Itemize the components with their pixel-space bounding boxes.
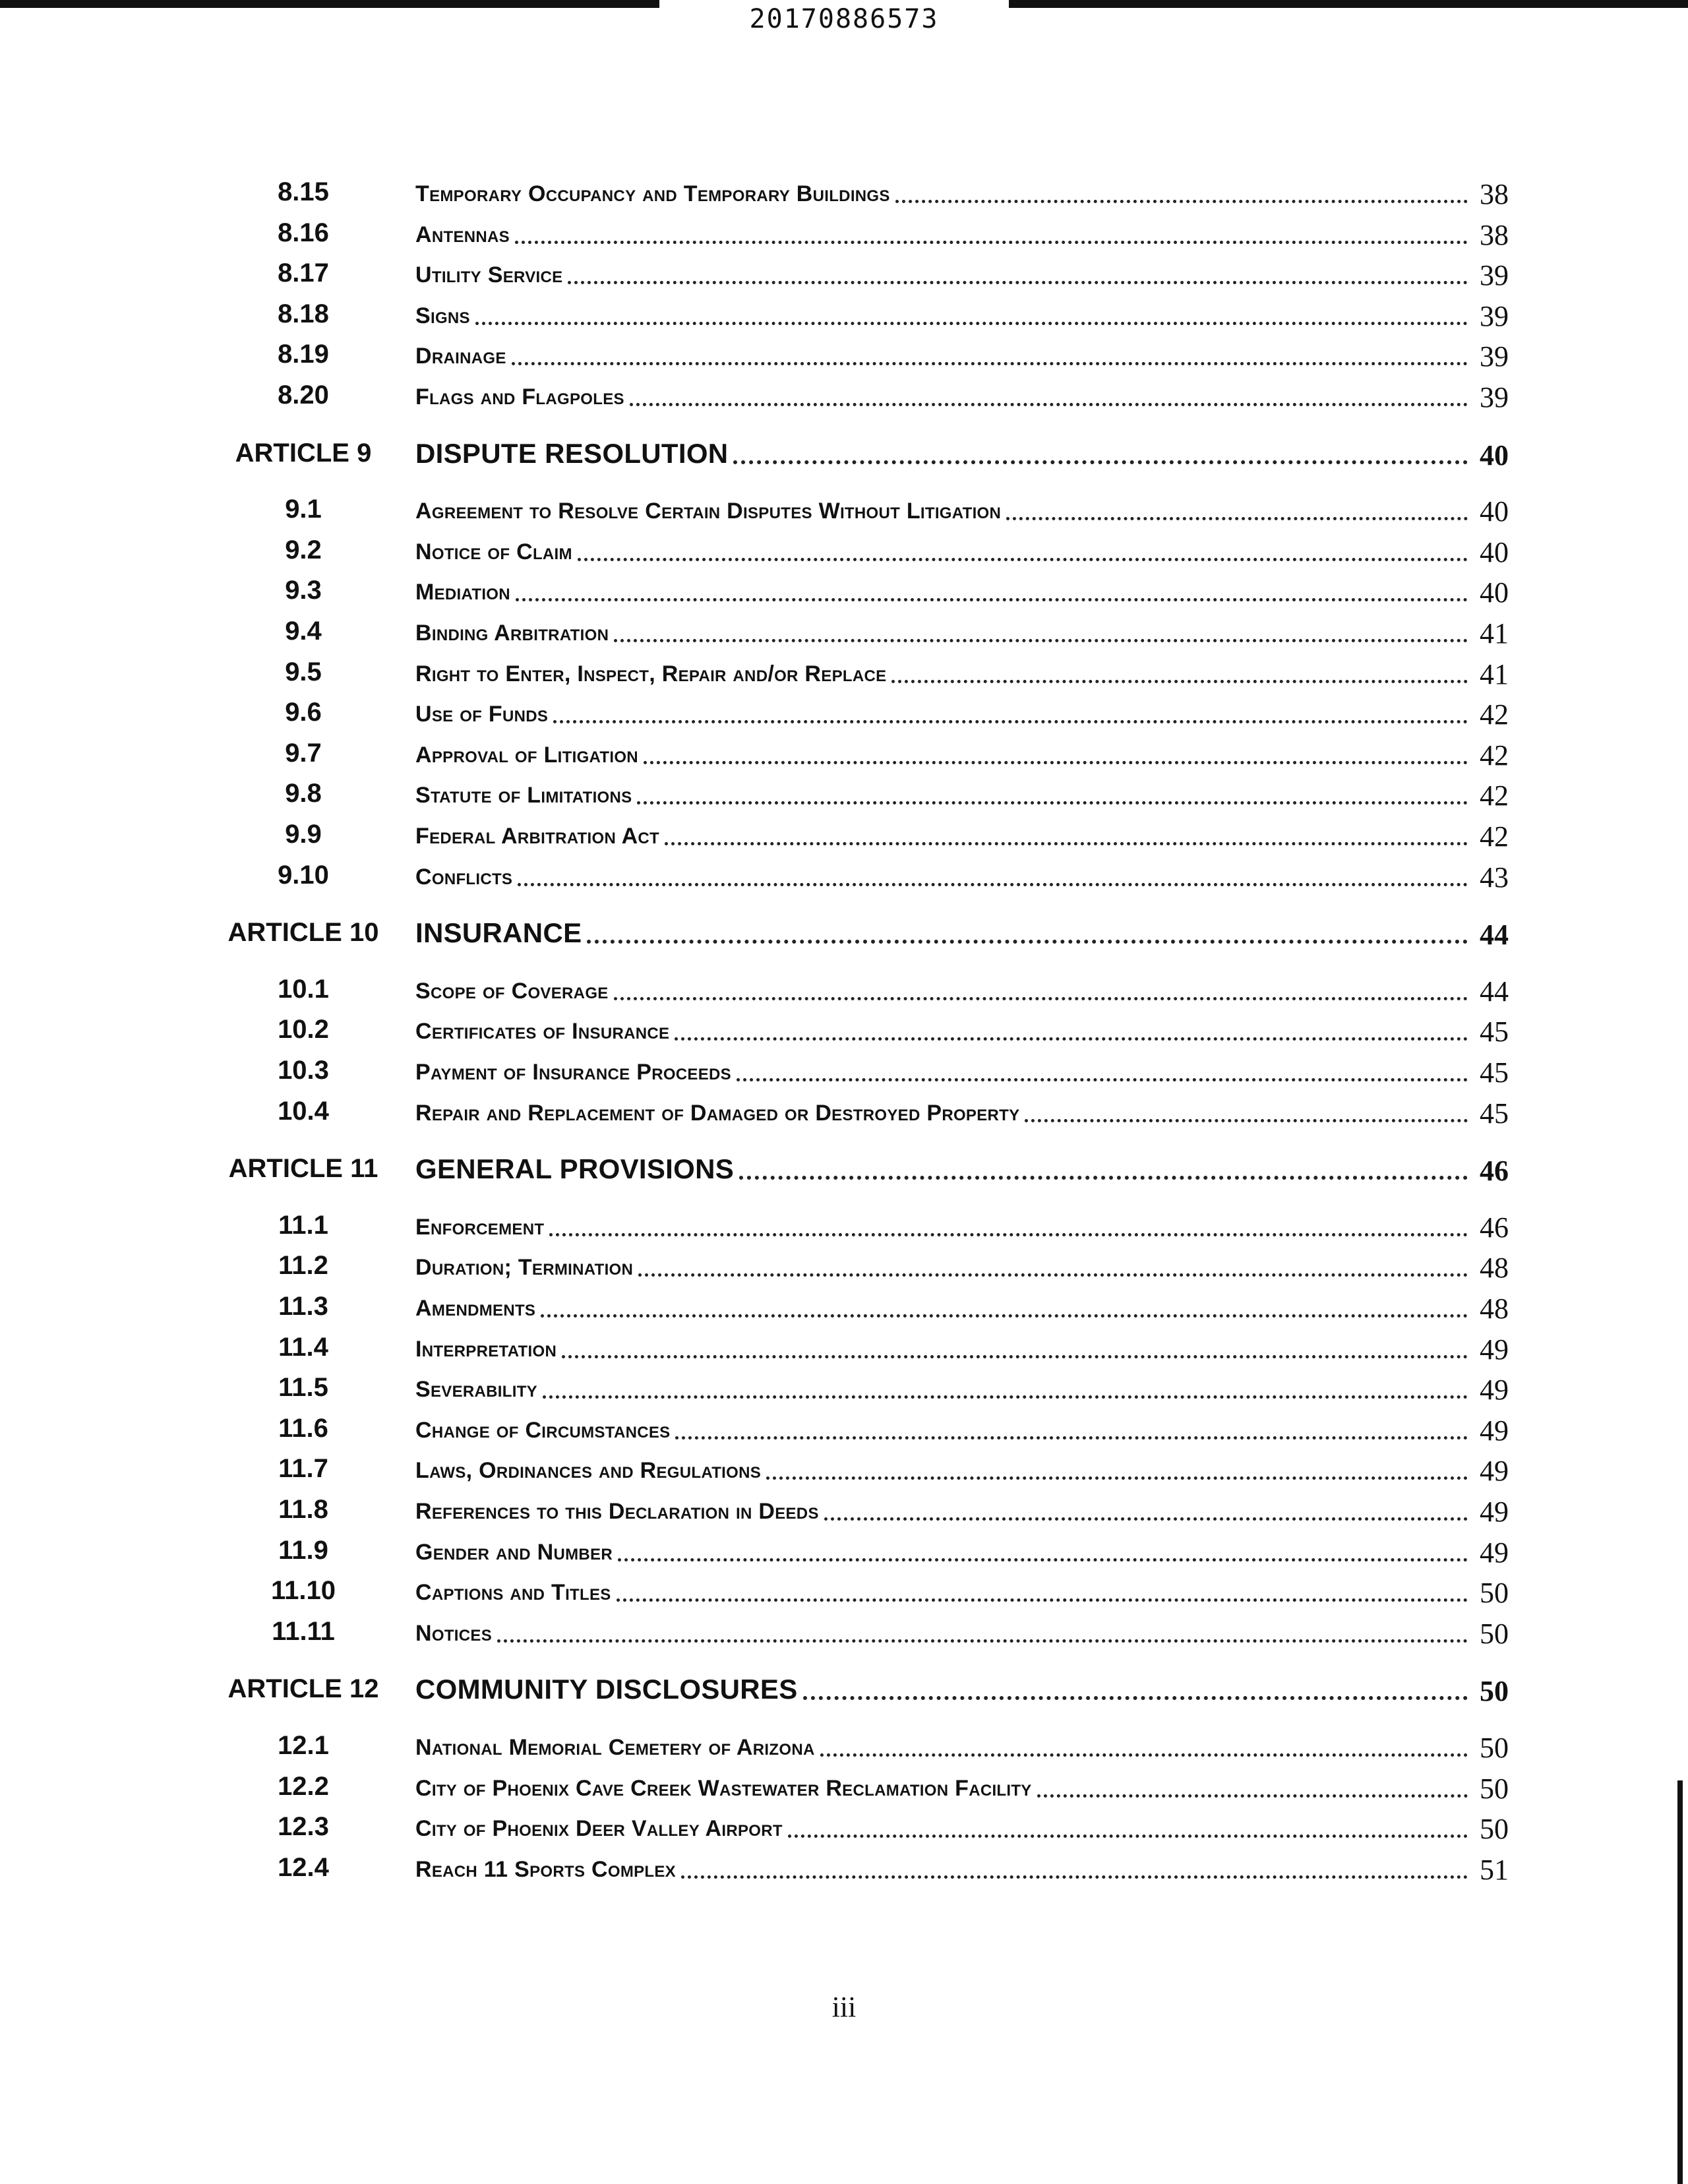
toc-entry xyxy=(0,612,1688,650)
toc-dot-leader xyxy=(553,719,1468,723)
toc-title-row xyxy=(415,1617,1509,1651)
toc-page-number: 42 xyxy=(1480,698,1509,731)
toc-entry xyxy=(0,1807,1688,1846)
toc-section-number: 10.4 xyxy=(278,1096,329,1126)
toc-section-title: Binding Arbitration xyxy=(415,621,609,646)
toc-page-number: 40 xyxy=(1480,495,1509,528)
toc-dot-leader xyxy=(630,402,1468,406)
toc-section-title: INSURANCE xyxy=(415,917,582,949)
toc-section-number: ARTICLE 12 xyxy=(227,1674,379,1704)
toc-title-row xyxy=(415,177,1509,211)
toc-page-number: 46 xyxy=(1480,1211,1509,1244)
toc-page-number: 45 xyxy=(1480,1016,1509,1048)
toc-title-row xyxy=(415,340,1509,373)
toc-section-number: 11.6 xyxy=(278,1413,328,1443)
page-number: iii xyxy=(831,1991,857,2023)
toc-page-number: 38 xyxy=(1480,218,1509,251)
toc-dot-leader xyxy=(737,1077,1468,1081)
toc-dot-leader xyxy=(681,1875,1468,1879)
toc-section-title: Change of Circumstances xyxy=(415,1417,671,1443)
toc-dot-leader xyxy=(512,361,1468,365)
toc-section-title: Drainage xyxy=(415,344,506,369)
toc-title-row xyxy=(415,576,1509,609)
toc-title-row xyxy=(415,820,1509,853)
toc-section-title: COMMUNITY DISCLOSURES xyxy=(415,1674,798,1705)
toc-page-number: 40 xyxy=(1480,439,1509,471)
toc-section-title: Right to Enter, Inspect, Repair and/or Replace xyxy=(415,661,887,686)
toc-title-row xyxy=(415,1211,1509,1244)
toc-dot-leader xyxy=(675,1436,1468,1440)
toc-section-title: Interpretation xyxy=(415,1336,557,1362)
toc-section-number: 11.8 xyxy=(278,1495,328,1524)
toc-dot-leader xyxy=(497,1639,1468,1643)
toc-entry xyxy=(0,1848,1688,1887)
toc-section-number: 9.7 xyxy=(285,738,322,768)
toc-section-number: 12.2 xyxy=(278,1771,329,1801)
toc-section-title: Certificates of Insurance xyxy=(415,1019,670,1045)
toc-dot-leader xyxy=(638,1273,1468,1277)
toc-section-title: National Memorial Cemetery of Arizona xyxy=(415,1735,815,1760)
toc-page-number: 39 xyxy=(1480,259,1509,292)
toc-page-number: 40 xyxy=(1480,535,1509,568)
toc-title-row xyxy=(415,1153,1509,1188)
toc-title-row xyxy=(415,1015,1509,1048)
toc-title-row xyxy=(415,657,1509,691)
toc-page-number: 49 xyxy=(1480,1496,1509,1528)
toc-page-number: 39 xyxy=(1480,299,1509,332)
toc-section-number: 9.4 xyxy=(285,617,322,646)
toc-title-row xyxy=(415,299,1509,333)
toc-title-row xyxy=(415,975,1509,1008)
toc-page-number: 42 xyxy=(1480,739,1509,772)
toc-page-number: 46 xyxy=(1480,1155,1509,1188)
toc-article-heading xyxy=(0,1149,1688,1188)
toc-page-number: 50 xyxy=(1480,1675,1509,1708)
toc-article-heading xyxy=(0,913,1688,952)
toc-entry xyxy=(0,970,1688,1008)
toc-entry xyxy=(0,734,1688,772)
toc-section-number: 9.9 xyxy=(285,820,322,849)
toc-title-row xyxy=(415,1414,1509,1447)
toc-section-number: 9.10 xyxy=(278,860,329,890)
toc-section-title: Gender and Number xyxy=(415,1539,613,1565)
toc-title-row xyxy=(415,1772,1509,1805)
toc-dot-leader xyxy=(617,1598,1468,1602)
toc-title-row xyxy=(415,1812,1509,1846)
toc-page-number: 51 xyxy=(1480,1853,1509,1886)
toc-section-number: 8.16 xyxy=(278,218,329,247)
toc-page-number: 45 xyxy=(1480,1097,1509,1130)
toc-entry xyxy=(0,295,1688,333)
toc-page-number: 41 xyxy=(1480,617,1509,650)
toc-entry xyxy=(0,1726,1688,1765)
toc-section-title: Scope of Coverage xyxy=(415,978,609,1004)
toc-dot-leader xyxy=(675,1037,1468,1041)
toc-section-number: 9.2 xyxy=(285,535,322,564)
toc-entry xyxy=(0,1612,1688,1651)
toc-dot-leader xyxy=(578,557,1468,561)
toc-page-number: 41 xyxy=(1480,657,1509,690)
toc-entry xyxy=(0,1287,1688,1325)
toc-section-title: Laws, Ordinances and Regulations xyxy=(415,1458,762,1484)
toc-section-number: 12.4 xyxy=(278,1852,329,1882)
toc-entry xyxy=(0,1531,1688,1569)
toc-dot-leader xyxy=(824,1517,1468,1521)
toc-title-row xyxy=(415,1853,1509,1887)
toc-section-number: 9.1 xyxy=(285,495,322,524)
toc-dot-leader xyxy=(568,280,1468,284)
toc-section-number: 11.11 xyxy=(272,1616,335,1646)
toc-title-row xyxy=(415,1097,1509,1130)
toc-section-number: 10.1 xyxy=(278,974,329,1004)
toc-dot-leader xyxy=(739,1175,1468,1180)
toc-page-number: 38 xyxy=(1480,178,1509,210)
toc-section-number: 8.15 xyxy=(278,177,329,206)
toc-entry xyxy=(0,1449,1688,1488)
toc-section-number: 8.19 xyxy=(278,340,329,369)
toc-title-row xyxy=(415,495,1509,528)
toc-article-heading xyxy=(0,1670,1688,1708)
toc-title-row xyxy=(415,1536,1509,1569)
toc-dot-leader xyxy=(516,597,1468,601)
toc-title-row xyxy=(415,1495,1509,1529)
toc-page-number: 45 xyxy=(1480,1056,1509,1089)
toc-page-number: 49 xyxy=(1480,1455,1509,1488)
toc-dot-leader xyxy=(637,801,1468,804)
toc-page-number: 43 xyxy=(1480,861,1509,894)
toc-entry xyxy=(0,774,1688,812)
toc-section-title: Captions and Titles xyxy=(415,1580,611,1606)
toc-section-title: GENERAL PROVISIONS xyxy=(415,1153,735,1185)
toc-title-row xyxy=(415,1292,1509,1325)
toc-entry xyxy=(0,1490,1688,1529)
toc-section-title: Statute of Limitations xyxy=(415,783,632,808)
toc-section-title: Mediation xyxy=(415,580,510,605)
toc-entry xyxy=(0,1051,1688,1089)
toc-title-row xyxy=(415,380,1509,414)
toc-dot-leader xyxy=(766,1476,1468,1480)
toc-entry xyxy=(0,254,1688,292)
toc-section-number: 11.9 xyxy=(278,1535,328,1565)
toc-section-title: Payment of Insurance Proceeds xyxy=(415,1060,731,1085)
toc-section-number: 10.2 xyxy=(278,1015,329,1045)
toc-title-row xyxy=(415,438,1509,472)
toc-dot-leader xyxy=(1025,1118,1468,1122)
toc-dot-leader xyxy=(587,939,1468,944)
toc-page-number: 44 xyxy=(1480,975,1509,1008)
toc-page-number: 48 xyxy=(1480,1252,1509,1285)
toc-title-row xyxy=(415,1731,1509,1765)
toc-page-number: 39 xyxy=(1480,381,1509,413)
toc-section-title: Notices xyxy=(415,1620,492,1646)
toc-dot-leader xyxy=(543,1395,1468,1399)
toc-entry xyxy=(0,1246,1688,1285)
toc-page-number: 50 xyxy=(1480,1813,1509,1846)
toc-dot-leader xyxy=(803,1695,1468,1700)
toc-entry xyxy=(0,693,1688,731)
toc-section-title: Enforcement xyxy=(415,1214,545,1240)
toc-entry xyxy=(0,1206,1688,1244)
toc-page-number: 40 xyxy=(1480,576,1509,609)
toc-title-row xyxy=(415,258,1509,292)
toc-section-number: ARTICLE 10 xyxy=(227,918,379,948)
toc-dot-leader xyxy=(515,240,1468,244)
toc-section-number: 11.4 xyxy=(278,1332,328,1362)
toc-dot-leader xyxy=(665,841,1468,845)
toc-section-number: 11.10 xyxy=(271,1576,336,1606)
toc-section-title: Use of Funds xyxy=(415,702,549,727)
toc-title-row xyxy=(415,1333,1509,1366)
toc-entry xyxy=(0,1409,1688,1447)
toc-dot-leader xyxy=(891,679,1468,683)
toc-section-number: 12.1 xyxy=(278,1731,329,1760)
toc-dot-leader xyxy=(1006,516,1468,520)
toc-section-number: 11.5 xyxy=(278,1373,328,1403)
toc-section-number: 11.2 xyxy=(278,1251,328,1281)
toc-section-title: Antennas xyxy=(415,222,510,247)
toc-dot-leader xyxy=(614,638,1468,642)
toc-section-title: References to this Declaration in Deeds xyxy=(415,1499,819,1524)
toc-section-title: Utility Service xyxy=(415,262,563,288)
toc-entry xyxy=(0,856,1688,894)
toc-dot-leader xyxy=(549,1232,1468,1236)
toc-title-row xyxy=(415,739,1509,772)
toc-title-row xyxy=(415,861,1509,894)
toc-page-number: 49 xyxy=(1480,1374,1509,1407)
toc-title-row xyxy=(415,218,1509,252)
toc-section-title: City of Phoenix Deer Valley Airport xyxy=(415,1816,783,1842)
toc-title-row xyxy=(415,698,1509,731)
toc-title-row xyxy=(415,1056,1509,1089)
toc-section-number: ARTICLE 9 xyxy=(235,438,372,468)
toc-entry xyxy=(0,1010,1688,1048)
toc-dot-leader xyxy=(475,321,1468,325)
toc-section-number: 8.20 xyxy=(278,380,329,410)
toc-section-title: Approval of Litigation xyxy=(415,742,638,768)
toc-section-number: ARTICLE 11 xyxy=(228,1154,378,1184)
toc-entry xyxy=(0,376,1688,414)
toc-page-number: 48 xyxy=(1480,1292,1509,1325)
toc-dot-leader xyxy=(518,882,1468,886)
toc-section-title: Conflicts xyxy=(415,864,513,890)
toc-page-number: 49 xyxy=(1480,1414,1509,1447)
toc-dot-leader xyxy=(788,1834,1468,1838)
toc-section-title: City of Phoenix Cave Creek Wastewater Reclamation Facility xyxy=(415,1775,1032,1801)
toc-title-row xyxy=(415,779,1509,812)
toc-page-number: 44 xyxy=(1480,919,1509,952)
toc-section-number: 11.1 xyxy=(278,1210,328,1240)
toc-section-number: 9.8 xyxy=(285,779,322,808)
toc-section-number: 8.18 xyxy=(278,299,329,328)
toc-section-title: Notice of Claim xyxy=(415,539,572,564)
toc-entry xyxy=(0,335,1688,373)
toc-section-title: Temporary Occupancy and Temporary Buildings xyxy=(415,181,890,206)
toc-page-number: 50 xyxy=(1480,1617,1509,1650)
toc-dot-leader xyxy=(614,996,1468,1000)
toc-entry xyxy=(0,490,1688,528)
toc-page-number: 42 xyxy=(1480,820,1509,853)
toc-article-heading xyxy=(0,434,1688,472)
toc-section-title: Agreement to Resolve Certain Disputes Without Litigation xyxy=(415,499,1002,524)
toc-dot-leader xyxy=(820,1753,1468,1757)
document-number: 20170886573 xyxy=(749,4,939,34)
toc-section-title: Flags and Flagpoles xyxy=(415,384,624,410)
toc-section-title: Amendments xyxy=(415,1296,536,1321)
toc-title-row xyxy=(415,535,1509,569)
toc-dot-leader xyxy=(644,760,1468,764)
toc-entry xyxy=(0,1092,1688,1130)
toc-section-number: 9.5 xyxy=(285,657,322,686)
toc-section-title: DISPUTE RESOLUTION xyxy=(415,437,729,469)
toc-title-row xyxy=(415,1674,1509,1708)
toc-section-number: 10.3 xyxy=(278,1056,329,1085)
toc-page-number: 49 xyxy=(1480,1536,1509,1569)
toc-entry xyxy=(0,173,1688,211)
toc-section-title: Federal Arbitration Act xyxy=(415,824,660,849)
toc-section-number: 11.3 xyxy=(278,1292,328,1321)
toc-title-row xyxy=(415,1373,1509,1407)
toc-page-number: 42 xyxy=(1480,779,1509,812)
toc-dot-leader xyxy=(895,199,1468,203)
toc-section-title: Reach 11 Sports Complex xyxy=(415,1856,676,1882)
toc-entry xyxy=(0,1767,1688,1805)
toc-title-row xyxy=(415,1251,1509,1285)
toc-dot-leader xyxy=(733,460,1468,464)
toc-page-number: 50 xyxy=(1480,1732,1509,1764)
toc-section-title: Repair and Replacement of Damaged or Destroyed Property xyxy=(415,1100,1020,1126)
toc-dot-leader xyxy=(541,1314,1468,1318)
toc-dot-leader xyxy=(618,1558,1468,1562)
toc-page-number: 49 xyxy=(1480,1333,1509,1366)
toc-page-number: 50 xyxy=(1480,1577,1509,1610)
toc-entry xyxy=(0,214,1688,252)
toc-section-title: Signs xyxy=(415,303,470,328)
toc-entry xyxy=(0,531,1688,569)
toc-title-row xyxy=(415,617,1509,650)
toc-title-row xyxy=(415,917,1509,952)
toc-section-number: 9.6 xyxy=(285,698,322,727)
toc-title-row xyxy=(415,1576,1509,1610)
toc-section-number: 9.3 xyxy=(285,576,322,605)
toc-section-number: 8.17 xyxy=(278,258,329,288)
toc-entry xyxy=(0,653,1688,691)
toc-dot-leader xyxy=(1037,1794,1468,1798)
toc-page-number: 50 xyxy=(1480,1772,1509,1805)
toc-section-title: Severability xyxy=(415,1377,537,1403)
toc-entry xyxy=(0,815,1688,853)
toc-section-number: 12.3 xyxy=(278,1812,329,1842)
toc-entry xyxy=(0,1328,1688,1366)
toc-dot-leader xyxy=(562,1354,1468,1358)
toc-entry xyxy=(0,1571,1688,1610)
toc-page-number: 39 xyxy=(1480,340,1509,373)
toc-section-title: Duration; Termination xyxy=(415,1255,634,1281)
toc-entry xyxy=(0,1368,1688,1407)
toc-section-number: 11.7 xyxy=(278,1454,328,1484)
toc-title-row xyxy=(415,1454,1509,1488)
toc-entry xyxy=(0,571,1688,609)
